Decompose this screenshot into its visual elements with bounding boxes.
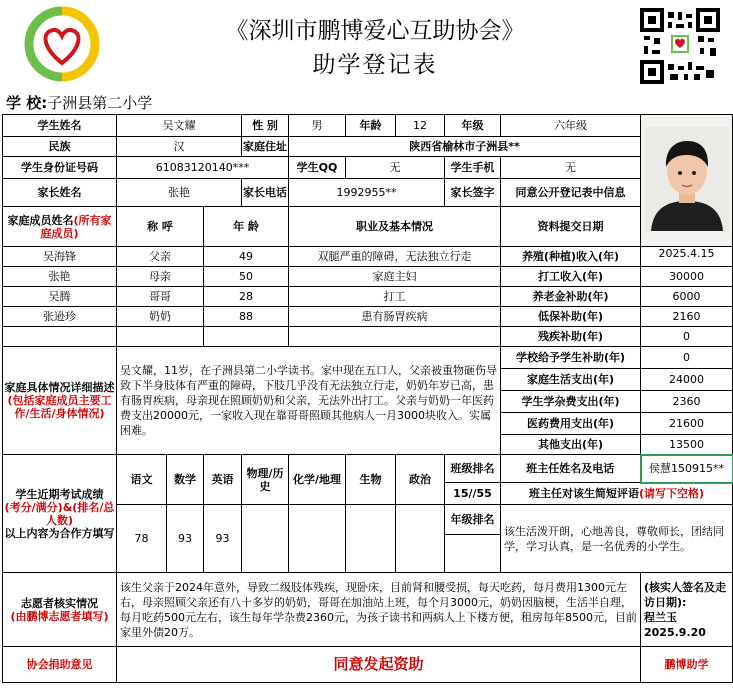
gender-label: 性 别 [242, 115, 289, 137]
member-job: 打工 [289, 287, 501, 307]
teacher-comment-label-red: (请写下空格) [638, 487, 705, 501]
teacher-comment: 该生活泼开朗，心地善良，尊敬师长，团结同学，学习认真，是一名优秀的小学生。 [501, 505, 733, 573]
members-header-black: 家庭成员姓名 [7, 213, 74, 227]
member-relation: 父亲 [117, 247, 204, 267]
member-age-header: 年 龄 [204, 207, 289, 247]
score-biology [346, 505, 396, 573]
exam-label-black: 学生近期考试成绩 [15, 487, 104, 501]
brand-label: 鹏博助学 [641, 647, 733, 683]
score-math: 93 [167, 505, 204, 573]
finance-item-label: 打工收入(年) [501, 267, 641, 287]
finance-item-value: 30000 [641, 267, 733, 287]
ethnicity-label: 民族 [3, 137, 117, 157]
finance-item-label: 学生学杂费支出(年) [501, 391, 641, 413]
school-line [6, 92, 152, 113]
school-label: 学 校: [6, 94, 48, 112]
situation-text: 吴文耀，11岁，在子洲县第二小学读书。家中现在五口人，父亲被重物砸伤导致下半身肢体有严重的障碍，下肢几乎没有无法独立行走，奶奶年岁已高，患有肠胃疾病，母亲现在照顾奶奶和父亲，无法外出打工。父亲与奶奶一年医药费支出20000元，一家收入现在靠哥哥照顾其他病人一月3000块收入。实属困难。 [117, 347, 501, 455]
volunteer-text: 该生父亲于2024年意外，导致二级肢体残疾，现卧床，目前肾和腰受损，每天吃药，每月费用1300元左右，母亲照顾父亲还有八十多岁的奶奶，哥哥在加油站上班，每个月3000元，奶奶因脑梗，生活半自理，每月吃药500元左右，该生每年学杂费2360元，为孩子读书和两病人上下楼方便，租房每年8500元，目前家里外债20万。 [117, 573, 641, 647]
grade-rank-label: 年级排名 [445, 505, 501, 535]
score-politics [396, 505, 445, 573]
finance-item-label: 养老金补助(年) [501, 287, 641, 307]
school-name: 子洲县第二小学 [47, 94, 153, 112]
id-value: 61083120140*** [117, 157, 289, 179]
parent-name: 张艳 [117, 179, 242, 207]
situation-label-black: 家庭具体情况详细描述 [4, 381, 115, 394]
teacher-contact-label: 班主任姓名及电话 [501, 455, 641, 483]
table-row [3, 287, 733, 307]
opinion-value: 同意发起资助 [117, 647, 641, 683]
submit-date-label: 资料提交日期 [501, 207, 641, 247]
exam-label-note: 以上内容为合作方填写 [4, 526, 115, 540]
member-job: 患有肠胃疾病 [289, 307, 501, 327]
header [0, 0, 733, 90]
member-relation: 母亲 [117, 267, 204, 287]
empty-cell [204, 327, 289, 347]
member-name: 吴腾 [3, 287, 117, 307]
qq-label: 学生QQ [289, 157, 346, 179]
table-row [3, 307, 733, 327]
heart-logo-icon [24, 5, 100, 83]
grade-value: 六年级 [501, 115, 641, 137]
qq-value: 无 [346, 157, 445, 179]
finance-item-value: 21600 [641, 413, 733, 435]
parent-phone-label: 家长电话 [242, 179, 289, 207]
member-name: 吴海锋 [3, 247, 117, 267]
opinion-label: 协会捐助意见 [3, 647, 117, 683]
volunteer-sign-label: (核实人签名及走访日期): [644, 580, 727, 609]
teacher-comment-label-black: 班主任对该生简短评语 [528, 487, 639, 501]
subject-biology: 生物 [346, 455, 396, 505]
parent-name-label: 家长姓名 [3, 179, 117, 207]
finance-item-label: 家庭生活支出(年) [501, 369, 641, 391]
members-header [3, 207, 117, 247]
qr-code-icon [640, 8, 720, 84]
member-name: 张艳 [3, 267, 117, 287]
finance-item-value: 0 [641, 327, 733, 347]
student-photo-avatar-icon [645, 127, 729, 231]
situation-label-red: (包括家庭成员主要工作/生活/身体情况) [7, 394, 112, 420]
finance-item-value: 2160 [641, 307, 733, 327]
phone-label: 学生手机 [445, 157, 501, 179]
subject-english: 英语 [204, 455, 242, 505]
finance-item-label: 其他支出(年) [501, 435, 641, 455]
member-relation: 奶奶 [117, 307, 204, 327]
student-name-label: 学生姓名 [3, 115, 117, 137]
empty-cell [3, 327, 117, 347]
age-label: 年龄 [346, 115, 396, 137]
finance-item-value: 13500 [641, 435, 733, 455]
finance-item-value: 24000 [641, 369, 733, 391]
score-physics-history [242, 505, 289, 573]
relation-header: 称 呼 [117, 207, 204, 247]
subject-politics: 政治 [396, 455, 445, 505]
member-job: 双腿严重的障碍，无法独立行走 [289, 247, 501, 267]
table-row [3, 267, 733, 287]
member-age: 28 [204, 287, 289, 307]
member-age: 49 [204, 247, 289, 267]
title-line-2: 助学登记表 [312, 52, 438, 78]
empty-cell [117, 327, 204, 347]
volunteer-sign [641, 573, 733, 647]
teacher-comment-label [501, 483, 733, 505]
volunteer-label-black: 志愿者核实情况 [21, 596, 98, 610]
teacher-contact: 侯慧150915** [641, 455, 733, 483]
class-rank-label: 班级排名 [445, 455, 501, 483]
finance-item-value: 6000 [641, 287, 733, 307]
exam-label [3, 455, 117, 573]
situation-label [3, 347, 117, 455]
job-header: 职业及基本情况 [289, 207, 501, 247]
empty-cell [289, 327, 501, 347]
score-chinese: 78 [117, 505, 167, 573]
member-age: 50 [204, 267, 289, 287]
subject-math: 数学 [167, 455, 204, 505]
finance-item-label: 养殖(种植)收入(年) [501, 247, 641, 267]
title-line-1: 《深圳市鹏博爱心互助协会》 [225, 18, 525, 44]
finance-item-label: 医药费用支出(年) [501, 413, 641, 435]
ethnicity-value: 汉 [117, 137, 242, 157]
subject-chemistry-geography: 化学/地理 [289, 455, 346, 505]
finance-item-value: 2360 [641, 391, 733, 413]
address-label: 家庭住址 [242, 137, 289, 157]
student-photo [641, 115, 733, 247]
parent-sign-value: 同意公开登记表中信息 [501, 179, 641, 207]
volunteer-label-red: (由鹏博志愿者填写) [10, 609, 109, 623]
address-value: 陕西省榆林市子洲县** [289, 137, 641, 157]
member-job: 家庭主妇 [289, 267, 501, 287]
registration-table [2, 114, 733, 683]
subject-chinese: 语文 [117, 455, 167, 505]
finance-item-label: 残疾补助(年) [501, 327, 641, 347]
table-row [3, 247, 733, 267]
member-name: 张逊珍 [3, 307, 117, 327]
parent-phone: 1992955** [289, 179, 445, 207]
class-rank: 15//55 [445, 483, 501, 505]
volunteer-sign-date: 2025.9.20 [644, 625, 706, 639]
student-name: 吴文耀 [117, 115, 242, 137]
age-value: 12 [396, 115, 445, 137]
finance-item-label: 低保补助(年) [501, 307, 641, 327]
exam-label-red: (考分/满分)&(排名/总人数) [4, 500, 115, 527]
submit-date: 2025.4.15 [641, 247, 733, 267]
volunteer-sign-name: 程兰玉 [644, 610, 677, 624]
score-chemistry-geography [289, 505, 346, 573]
subject-physics-history: 物理/历史 [242, 455, 289, 505]
members-header-red: (所有家庭成员) [40, 213, 112, 240]
score-english: 93 [204, 505, 242, 573]
member-age: 88 [204, 307, 289, 327]
finance-item-value: 0 [641, 347, 733, 369]
member-relation: 哥哥 [117, 287, 204, 307]
grade-rank [445, 535, 501, 573]
gender-value: 男 [289, 115, 346, 137]
phone-value: 无 [501, 157, 641, 179]
volunteer-label [3, 573, 117, 647]
finance-item-label: 学校给予学生补助(年) [501, 347, 641, 369]
parent-sign-label: 家长签字 [445, 179, 501, 207]
id-label: 学生身份证号码 [3, 157, 117, 179]
grade-label: 年级 [445, 115, 501, 137]
